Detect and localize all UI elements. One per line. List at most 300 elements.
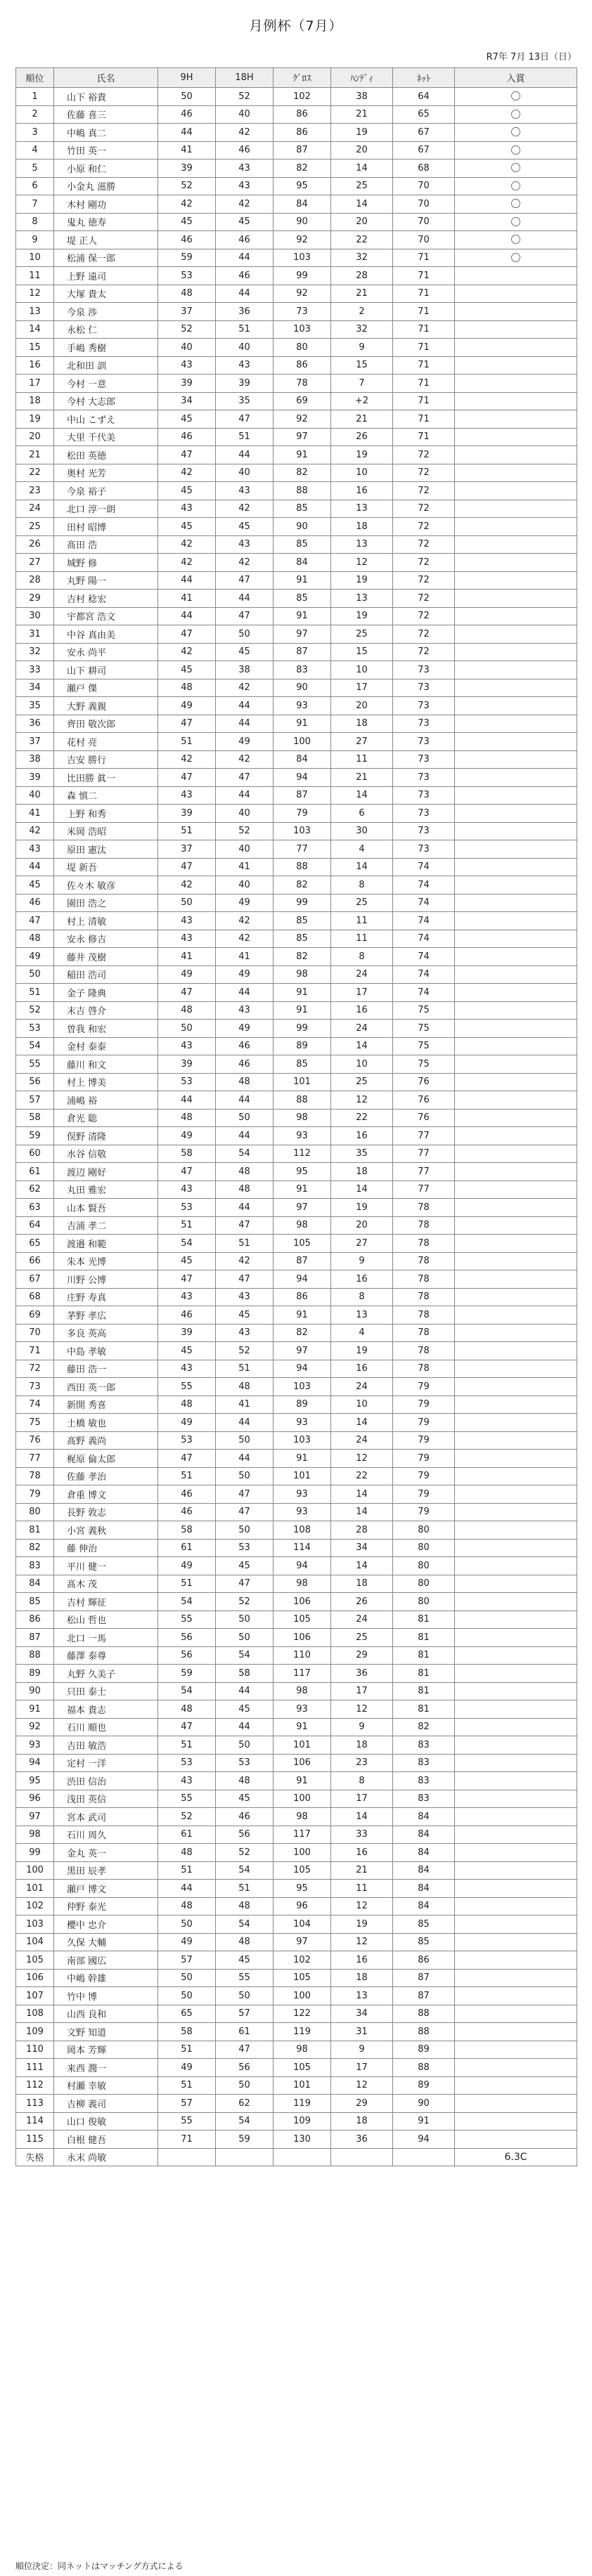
handicap-cell: 33: [331, 1826, 393, 1844]
name-cell: 竹田 英一: [54, 141, 158, 160]
name-cell: 白根 健吾: [54, 2131, 158, 2149]
handicap-cell: 19: [331, 607, 393, 625]
back9-cell: 50: [216, 1467, 274, 1485]
rank-cell: 95: [16, 1772, 54, 1790]
net-cell: 83: [393, 1790, 455, 1808]
net-cell: 71: [393, 339, 455, 357]
table-row: [16, 177, 577, 195]
prize-cell: [455, 894, 577, 912]
table-row: [16, 1270, 577, 1289]
net-cell: 73: [393, 661, 455, 679]
name-cell: 仲野 泰光: [54, 1897, 158, 1915]
front9-cell: 52: [158, 1808, 216, 1826]
prize-cell: [455, 1467, 577, 1485]
back9-cell: 46: [216, 141, 274, 160]
net-cell: 75: [393, 1055, 455, 1074]
net-cell: 73: [393, 786, 455, 805]
handicap-cell: 14: [331, 1503, 393, 1521]
gross-cell: 98: [274, 1216, 331, 1235]
table-row: [16, 1127, 577, 1145]
back9-cell: 44: [216, 984, 274, 1002]
gross-cell: 108: [274, 1521, 331, 1540]
prize-cell: [455, 607, 577, 625]
prize-cell: [455, 1163, 577, 1181]
front9-cell: 47: [158, 446, 216, 464]
handicap-cell: 22: [331, 1467, 393, 1485]
rank-cell: 27: [16, 554, 54, 572]
back9-cell: 44: [216, 1682, 274, 1700]
net-cell: 70: [393, 213, 455, 231]
back9-cell: 43: [216, 535, 274, 554]
name-cell: 佐藤 喜三: [54, 105, 158, 124]
results-table: [15, 67, 577, 2166]
prize-cell: [455, 267, 577, 285]
front9-cell: 47: [158, 1163, 216, 1181]
rank-cell: 57: [16, 1091, 54, 1110]
back9-cell: 46: [216, 1808, 274, 1826]
net-cell: 77: [393, 1180, 455, 1199]
net-cell: 71: [393, 410, 455, 429]
rank-cell: 41: [16, 805, 54, 823]
rank-cell: 32: [16, 643, 54, 661]
table-row: [16, 1682, 577, 1700]
name-cell: 浦嶋 裕: [54, 1091, 158, 1110]
name-cell: 倉光 聡: [54, 1109, 158, 1127]
name-cell: 文野 知道: [54, 2023, 158, 2041]
prize-cell: [455, 571, 577, 590]
gross-cell: 91: [274, 571, 331, 590]
net-cell: 83: [393, 1754, 455, 1772]
net-cell: 72: [393, 607, 455, 625]
prize-cell: [455, 1933, 577, 1951]
gross-cell: 91: [274, 715, 331, 733]
gross-cell: 103: [274, 1431, 331, 1450]
gross-cell: 85: [274, 930, 331, 948]
gross-cell: 86: [274, 1288, 331, 1306]
rank-cell: 33: [16, 661, 54, 679]
table-row: [16, 1951, 577, 1970]
back9-cell: 44: [216, 1091, 274, 1110]
prize-cell: [455, 733, 577, 751]
table-row: [16, 2076, 577, 2095]
front9-cell: 42: [158, 535, 216, 554]
prize-cell: [455, 590, 577, 608]
table-row: [16, 1557, 577, 1575]
front9-cell: 48: [158, 1844, 216, 1862]
net-cell: 84: [393, 1826, 455, 1844]
gross-cell: 105: [274, 1969, 331, 1987]
net-cell: 72: [393, 464, 455, 482]
net-cell: 81: [393, 1629, 455, 1647]
net-cell: 86: [393, 1951, 455, 1970]
name-cell: 今村 大志郎: [54, 392, 158, 410]
rank-cell: 51: [16, 984, 54, 1002]
gross-cell: 84: [274, 554, 331, 572]
gross-cell: 92: [274, 231, 331, 249]
table-row: [16, 1216, 577, 1235]
front9-cell: 39: [158, 375, 216, 393]
front9-cell: 58: [158, 1145, 216, 1163]
rank-cell: 70: [16, 1324, 54, 1342]
prize-cell: [455, 750, 577, 769]
prize-cell: [455, 805, 577, 823]
name-cell: 多良 英高: [54, 1324, 158, 1342]
net-cell: 79: [393, 1431, 455, 1450]
table-row: [16, 1180, 577, 1199]
gross-cell: 98: [274, 1808, 331, 1826]
name-cell: 吉浦 孝二: [54, 1216, 158, 1235]
net-cell: 91: [393, 2112, 455, 2131]
handicap-cell: 30: [331, 822, 393, 840]
handicap-cell: 20: [331, 697, 393, 715]
prize-cell: [455, 858, 577, 876]
back9-cell: 43: [216, 1001, 274, 1020]
prize-cell: [455, 1915, 577, 1934]
table-row: [16, 446, 577, 464]
rank-cell: 3: [16, 124, 54, 142]
name-cell: 今泉 渉: [54, 303, 158, 321]
table-row: [16, 1503, 577, 1521]
net-cell: 88: [393, 2059, 455, 2077]
name-cell: 佐々木 敏彦: [54, 876, 158, 895]
back9-cell: 46: [216, 1055, 274, 1074]
rank-cell: 13: [16, 303, 54, 321]
prize-cell: [455, 1216, 577, 1235]
gross-cell: 103: [274, 1378, 331, 1396]
front9-cell: 56: [158, 1646, 216, 1665]
handicap-cell: 20: [331, 1216, 393, 1235]
front9-cell: 53: [158, 1754, 216, 1772]
rank-cell: 29: [16, 590, 54, 608]
back9-cell: 44: [216, 1450, 274, 1468]
table-row: [16, 965, 577, 984]
front9-cell: 39: [158, 160, 216, 178]
net-cell: 71: [393, 392, 455, 410]
front9-cell: 53: [158, 1199, 216, 1217]
net-cell: 81: [393, 1665, 455, 1683]
gross-cell: 86: [274, 105, 331, 124]
front9-cell: 51: [158, 1861, 216, 1880]
rank-cell: 44: [16, 858, 54, 876]
handicap-cell: 20: [331, 141, 393, 160]
table-row: [16, 858, 577, 876]
name-cell: 藤澤 泰尊: [54, 1646, 158, 1665]
name-cell: 松田 英徳: [54, 446, 158, 464]
back9-cell: 40: [216, 876, 274, 895]
back9-cell: 50: [216, 1431, 274, 1450]
handicap-cell: 27: [331, 733, 393, 751]
handicap-cell: 13: [331, 1987, 393, 2005]
prize-cell: [455, 1378, 577, 1396]
name-cell: 只田 泰士: [54, 1682, 158, 1700]
front9-cell: 43: [158, 1180, 216, 1199]
net-cell: 87: [393, 1969, 455, 1987]
gross-cell: 91: [274, 1772, 331, 1790]
name-cell: 吉村 輝征: [54, 1593, 158, 1611]
name-cell: 小金丸 滋勝: [54, 177, 158, 195]
net-cell: 74: [393, 965, 455, 984]
table-row: [16, 1539, 577, 1557]
gross-cell: 94: [274, 1557, 331, 1575]
rank-cell: 106: [16, 1969, 54, 1987]
gross-cell: 91: [274, 1001, 331, 1020]
rank-cell: 78: [16, 1467, 54, 1485]
rank-cell: 7: [16, 195, 54, 214]
back9-cell: 44: [216, 1199, 274, 1217]
gross-cell: 98: [274, 1682, 331, 1700]
table-row: [16, 2131, 577, 2149]
handicap-cell: 17: [331, 1790, 393, 1808]
net-cell: 67: [393, 124, 455, 142]
gross-cell: 73: [274, 303, 331, 321]
name-cell: 園田 浩之: [54, 894, 158, 912]
back9-cell: 43: [216, 177, 274, 195]
back9-cell: 42: [216, 679, 274, 697]
rank-cell: 109: [16, 2023, 54, 2041]
table-row: [16, 231, 577, 249]
back9-cell: 56: [216, 1826, 274, 1844]
back9-cell: 46: [216, 267, 274, 285]
front9-cell: 53: [158, 1431, 216, 1450]
prize-cell: [455, 1700, 577, 1719]
table-row: [16, 1844, 577, 1862]
handicap-cell: 16: [331, 1270, 393, 1289]
net-cell: 72: [393, 482, 455, 500]
net-cell: 74: [393, 912, 455, 930]
back9-cell: 47: [216, 769, 274, 787]
net-cell: 88: [393, 2023, 455, 2041]
gross-cell: 89: [274, 1037, 331, 1055]
table-row: [16, 2059, 577, 2077]
gross-cell: 92: [274, 285, 331, 303]
back9-cell: 44: [216, 590, 274, 608]
net-cell: 89: [393, 2076, 455, 2095]
net-cell: 77: [393, 1163, 455, 1181]
rank-cell: 111: [16, 2059, 54, 2077]
rank-cell: 2: [16, 105, 54, 124]
net-cell: 76: [393, 1109, 455, 1127]
front9-cell: 37: [158, 303, 216, 321]
back9-cell: 40: [216, 805, 274, 823]
name-cell: 金村 泰泰: [54, 1037, 158, 1055]
front9-cell: 58: [158, 2023, 216, 2041]
name-cell: 土橋 敏也: [54, 1414, 158, 1432]
prize-cell: [455, 1055, 577, 1074]
net-cell: 79: [393, 1378, 455, 1396]
back9-cell: 54: [216, 1915, 274, 1934]
gross-cell: 119: [274, 2023, 331, 2041]
handicap-cell: 12: [331, 554, 393, 572]
net-cell: 81: [393, 1611, 455, 1629]
table-row: [16, 1431, 577, 1450]
handicap-cell: 16: [331, 1127, 393, 1145]
back9-cell: 48: [216, 1933, 274, 1951]
front9-cell: 41: [158, 590, 216, 608]
net-cell: 77: [393, 1127, 455, 1145]
prize-cell: [455, 1503, 577, 1521]
handicap-cell: 14: [331, 160, 393, 178]
name-cell: 大野 義親: [54, 697, 158, 715]
front9-cell: 54: [158, 1235, 216, 1253]
prize-cell: [455, 1951, 577, 1970]
rank-cell: 35: [16, 697, 54, 715]
gross-cell: 102: [274, 88, 331, 106]
name-cell: 吉柳 義司: [54, 2095, 158, 2113]
back9-cell: 46: [216, 1037, 274, 1055]
prize-cell: [455, 876, 577, 895]
name-cell: 山西 良和: [54, 2005, 158, 2023]
front9-cell: 43: [158, 1288, 216, 1306]
gross-cell: 94: [274, 769, 331, 787]
back9-cell: 44: [216, 1127, 274, 1145]
table-row: [16, 356, 577, 375]
prize-cell: [455, 1826, 577, 1844]
name-cell: 久保 大輔: [54, 1933, 158, 1951]
table-row: [16, 1235, 577, 1253]
gross-cell: 85: [274, 535, 331, 554]
handicap-cell: 14: [331, 1180, 393, 1199]
front9-cell: 43: [158, 912, 216, 930]
net-cell: 72: [393, 625, 455, 644]
name-cell: 丸野 陽一: [54, 571, 158, 590]
name-cell: 北口 一馬: [54, 1629, 158, 1647]
prize-cell: [455, 1772, 577, 1790]
handicap-cell: 26: [331, 428, 393, 446]
back9-cell: 53: [216, 1539, 274, 1557]
front9-cell: 46: [158, 1503, 216, 1521]
front9-cell: 50: [158, 1969, 216, 1987]
front9-cell: 43: [158, 500, 216, 518]
handicap-cell: 12: [331, 2076, 393, 2095]
name-cell: 南部 國広: [54, 1951, 158, 1970]
name-cell: 安永 修吉: [54, 930, 158, 948]
front9-cell: 47: [158, 625, 216, 644]
name-cell: 櫻中 忠介: [54, 1915, 158, 1934]
handicap-cell: 26: [331, 1593, 393, 1611]
table-row: [16, 715, 577, 733]
handicap-cell: 10: [331, 1055, 393, 1074]
rank-cell: 67: [16, 1270, 54, 1289]
table-row: [16, 912, 577, 930]
name-cell: 浅田 英信: [54, 1790, 158, 1808]
handicap-cell: 29: [331, 1646, 393, 1665]
gross-cell: 110: [274, 1646, 331, 1665]
gross-cell: 80: [274, 339, 331, 357]
gross-cell: 101: [274, 1736, 331, 1755]
front9-cell: 43: [158, 1360, 216, 1378]
front9-cell: 45: [158, 1342, 216, 1360]
prize-cell: [455, 1270, 577, 1289]
handicap-cell: 9: [331, 2041, 393, 2059]
front9-cell: 46: [158, 1485, 216, 1504]
back9-cell: 44: [216, 285, 274, 303]
front9-cell: 55: [158, 2112, 216, 2131]
rank-cell: 85: [16, 1593, 54, 1611]
front9-cell: 55: [158, 1611, 216, 1629]
front9-cell: 39: [158, 1324, 216, 1342]
table-row: [16, 1450, 577, 1468]
name-cell: 上野 遠司: [54, 267, 158, 285]
table-row: [16, 590, 577, 608]
net-cell: 79: [393, 1467, 455, 1485]
table-row: [16, 464, 577, 482]
rank-cell: 52: [16, 1001, 54, 1020]
gross-cell: 100: [274, 1987, 331, 2005]
net-cell: 73: [393, 805, 455, 823]
gross-cell: 86: [274, 356, 331, 375]
handicap-cell: 10: [331, 661, 393, 679]
handicap-cell: 24: [331, 965, 393, 984]
gross-cell: 85: [274, 500, 331, 518]
gross-cell: 97: [274, 1199, 331, 1217]
prize-cell: [455, 500, 577, 518]
net-cell: 81: [393, 1682, 455, 1700]
rank-cell: 10: [16, 249, 54, 267]
table-row: [16, 984, 577, 1002]
gross-cell: 101: [274, 2076, 331, 2095]
gross-cell: 106: [274, 1754, 331, 1772]
table-row: [16, 1396, 577, 1414]
prize-cell: [455, 303, 577, 321]
handicap-cell: 21: [331, 769, 393, 787]
rank-cell: 66: [16, 1252, 54, 1270]
table-row: [16, 571, 577, 590]
handicap-cell: 34: [331, 2005, 393, 2023]
table-row: [16, 1575, 577, 1593]
table-row: [16, 894, 577, 912]
handicap-cell: 15: [331, 356, 393, 375]
handicap-cell: 2: [331, 303, 393, 321]
table-row: [16, 1969, 577, 1987]
table-row: [16, 1020, 577, 1038]
prize-cell: [455, 1665, 577, 1683]
rank-cell: 74: [16, 1396, 54, 1414]
handicap-cell: 16: [331, 482, 393, 500]
net-cell: 73: [393, 769, 455, 787]
name-cell: 中島 孝敏: [54, 1342, 158, 1360]
name-cell: 髙田 浩: [54, 535, 158, 554]
front9-cell: 53: [158, 267, 216, 285]
net-cell: 73: [393, 822, 455, 840]
name-cell: 村上 清敏: [54, 912, 158, 930]
back9-cell: 43: [216, 160, 274, 178]
handicap-cell: [331, 2148, 393, 2166]
rank-cell: 45: [16, 876, 54, 895]
net-cell: 71: [393, 375, 455, 393]
prize-cell: [455, 375, 577, 393]
front9-cell: 34: [158, 392, 216, 410]
table-row: [16, 822, 577, 840]
back9-cell: 45: [216, 1306, 274, 1325]
handicap-cell: 18: [331, 715, 393, 733]
front9-cell: 44: [158, 607, 216, 625]
rank-cell: 18: [16, 392, 54, 410]
rank-cell: 16: [16, 356, 54, 375]
rank-cell: 8: [16, 213, 54, 231]
prize-cell: 6.3C: [455, 2148, 577, 2166]
handicap-cell: 16: [331, 1951, 393, 1970]
name-cell: 今泉 裕子: [54, 482, 158, 500]
gross-cell: 91: [274, 607, 331, 625]
rank-cell: 65: [16, 1235, 54, 1253]
rank-cell: 91: [16, 1700, 54, 1719]
rank-cell: 62: [16, 1180, 54, 1199]
handicap-cell: 36: [331, 1665, 393, 1683]
handicap-cell: 28: [331, 267, 393, 285]
prize-cell: [455, 679, 577, 697]
prize-cell: [455, 1037, 577, 1055]
prize-cell: 〇: [455, 249, 577, 267]
